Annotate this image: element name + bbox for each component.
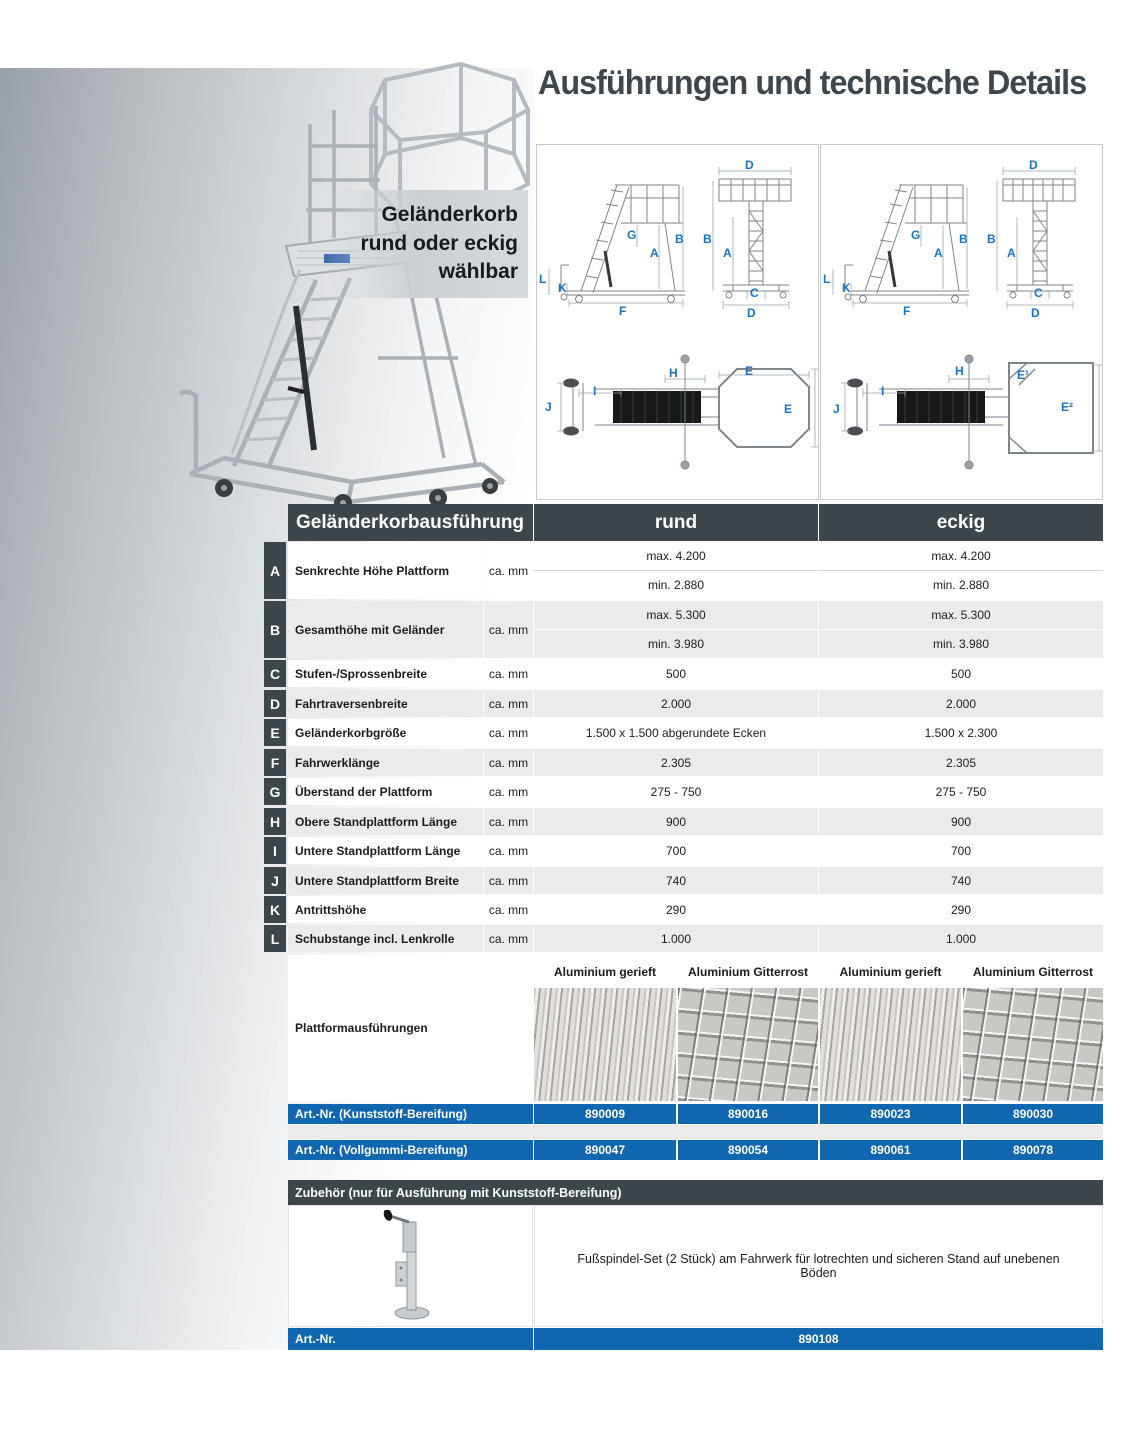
platform-column-header: Aluminium gerieft [820,955,961,988]
row-letter-badge: C [264,660,286,687]
row-letter-badge: K [264,896,286,923]
dim-label-a: A [934,246,943,260]
table-header-ausfuehrung: Geländerkorbausführung [288,504,533,541]
row-letter-badge: D [264,690,286,717]
table-row [264,837,1103,864]
dim-label-b: B [703,232,712,246]
accessory-artnr-label: Art.-Nr. [288,1328,533,1350]
dim-label-d: D [745,158,754,172]
accessory-description: Fußspindel-Set (2 Stück) am Fahrwerk für lotrechten und sicheren Stand auf unebenen Böden [534,1205,1103,1327]
table-row [264,925,1103,952]
artnr-value: 890023 [820,1104,961,1124]
dim-label-i: I [881,384,885,398]
row-value-rund: 900 [534,808,818,835]
row-unit: ca. mm [484,808,533,835]
row-label: Überstand der Plattform [288,778,483,805]
value-min: min. 3.980 [647,637,705,651]
row-value-rund: 2.000 [534,690,818,717]
row-letter-badge: L [264,925,286,952]
callout-line: rund oder eckig [360,231,518,255]
spacer-row [288,1125,1103,1139]
row-label: Fahrwerklänge [288,749,483,776]
row-letter-badge: A [264,542,286,599]
row-label: Geländerkorbgröße [288,719,483,746]
accessory-image-cell [288,1205,533,1327]
table-row [264,896,1103,923]
table-row [264,690,1103,717]
row-value-rund: 275 - 750 [534,778,818,805]
dim-label-b: B [959,232,968,246]
dim-label-g: G [627,228,637,242]
dim-label-e1: E¹ [1017,368,1029,382]
row-value-eckig: 900 [819,808,1103,835]
row-letter-badge: G [264,778,286,805]
table-row [264,867,1103,894]
row-value-eckig: 1.000 [819,925,1103,952]
row-value-eckig: 700 [819,837,1103,864]
row-value-rund: 700 [534,837,818,864]
dim-label-g: G [911,228,921,242]
row-unit: ca. mm [484,896,533,923]
platform-section-label: Plattformausführungen [288,955,533,1101]
row-value-eckig [819,601,1103,658]
dim-label-d: D [747,306,756,320]
technical-drawing-rund [537,145,818,499]
dim-label-e: E [745,364,754,378]
dim-label-e: E [784,402,793,416]
dim-label-a: A [1007,246,1016,260]
dim-label-l: L [823,272,831,286]
row-value-rund: 2.305 [534,749,818,776]
accessory-artnr-value: 890108 [534,1328,1103,1350]
page-title: Ausführungen und technische Details [538,64,1087,102]
diagram-panel-rund [536,144,819,500]
value-max: max. 5.300 [534,601,818,630]
row-letter-badge: H [264,808,286,835]
row-label: Obere Standplattform Länge [288,808,483,835]
row-value-eckig: 500 [819,660,1103,687]
accessories-header: Zubehör (nur für Ausführung mit Kunststoff-Bereifung) [288,1180,1103,1205]
row-unit: ca. mm [484,690,533,717]
callout-box [326,190,528,298]
artnr-value: 890016 [678,1104,818,1124]
row-unit: ca. mm [484,660,533,687]
dim-label-a: A [723,246,732,260]
platform-photo-gerieft [820,988,961,1101]
row-value-rund [534,601,818,658]
foot-spindle-icon [374,1210,448,1322]
dim-label-c: C [1034,286,1043,300]
artnr-vollgummi-label: Art.-Nr. (Vollgummi-Bereifung) [288,1140,533,1160]
artnr-value: 890061 [820,1140,961,1160]
row-value-eckig: 2.305 [819,749,1103,776]
artnr-value: 890030 [963,1104,1103,1124]
table-row [264,778,1103,805]
row-label: Untere Standplattform Länge [288,837,483,864]
artnr-value: 890078 [963,1140,1103,1160]
row-label: Untere Standplattform Breite [288,867,483,894]
platform-photo-gitterrost [678,988,818,1101]
dim-label-i: I [593,384,597,398]
diagram-panel-eckig [820,144,1103,500]
row-value-rund: 290 [534,896,818,923]
row-letter-badge: E [264,719,286,746]
row-label: Stufen-/Sprossenbreite [288,660,483,687]
value-min: min. 2.880 [932,578,990,592]
value-max: max. 4.200 [534,542,818,571]
platform-column-header: Aluminium Gitterrost [678,955,818,988]
dim-label-k: K [842,281,851,295]
row-label: Gesamthöhe mit Geländer [288,601,483,658]
dim-label-f: F [903,304,911,318]
artnr-value: 890054 [678,1140,818,1160]
row-value-rund: 1.500 x 1.500 abgerundete Ecken [534,719,818,746]
dim-label-f: F [619,304,627,318]
row-letter-badge: F [264,749,286,776]
platform-column-header: Aluminium gerieft [534,955,676,988]
platform-photo-gerieft [534,988,676,1101]
dim-label-a: A [650,246,659,260]
value-min: min. 2.880 [647,578,705,592]
table-header-rund: rund [534,504,818,541]
row-unit: ca. mm [484,719,533,746]
row-unit: ca. mm [484,837,533,864]
table-row [264,542,1103,599]
row-label: Fahrtraversenbreite [288,690,483,717]
row-label: Schubstange incl. Lenkrolle [288,925,483,952]
value-min: min. 3.980 [932,637,990,651]
dim-label-d: D [1031,306,1040,320]
table-row [264,808,1103,835]
dim-label-j: J [545,400,552,414]
row-letter-badge: J [264,867,286,894]
row-value-rund [534,542,818,599]
platform-column-header: Aluminium Gitterrost [963,955,1103,988]
row-label: Senkrechte Höhe Plattform [288,542,483,599]
table-row [264,719,1103,746]
value-max: max. 4.200 [819,542,1103,571]
row-value-rund: 500 [534,660,818,687]
dim-label-b: B [987,232,996,246]
dim-label-b: B [675,232,684,246]
row-unit: ca. mm [484,925,533,952]
dim-label-c: C [750,286,759,300]
dim-label-d: D [1029,158,1038,172]
row-letter-badge: I [264,837,286,864]
row-unit: ca. mm [484,867,533,894]
dim-label-l: L [539,272,547,286]
artnr-value: 890009 [534,1104,676,1124]
dim-label-h: H [955,364,964,378]
value-max: max. 5.300 [819,601,1103,630]
row-letter-badge: B [264,601,286,658]
row-value-eckig [819,542,1103,599]
row-value-eckig: 740 [819,867,1103,894]
row-value-eckig: 2.000 [819,690,1103,717]
dim-label-j: J [833,402,840,416]
platform-photo-gitterrost [963,988,1103,1101]
table-header-eckig: eckig [819,504,1103,541]
row-label: Antrittshöhe [288,896,483,923]
artnr-value: 890047 [534,1140,676,1160]
callout-line: wählbar [438,260,518,284]
row-unit: ca. mm [484,749,533,776]
row-value-eckig: 1.500 x 2.300 [819,719,1103,746]
row-unit: ca. mm [484,778,533,805]
row-unit: ca. mm [484,601,533,658]
table-row [264,660,1103,687]
row-value-eckig: 275 - 750 [819,778,1103,805]
row-value-rund: 740 [534,867,818,894]
dim-label-e2: E² [1061,400,1073,414]
row-unit: ca. mm [484,542,533,599]
row-value-rund: 1.000 [534,925,818,952]
table-row [264,749,1103,776]
technical-drawing-eckig [821,145,1102,499]
dim-label-k: K [558,281,567,295]
artnr-kunststoff-label: Art.-Nr. (Kunststoff-Bereifung) [288,1104,533,1124]
row-value-eckig: 290 [819,896,1103,923]
dim-label-h: H [669,366,678,380]
callout-line: Geländerkorb [381,203,518,227]
table-row [264,601,1103,658]
